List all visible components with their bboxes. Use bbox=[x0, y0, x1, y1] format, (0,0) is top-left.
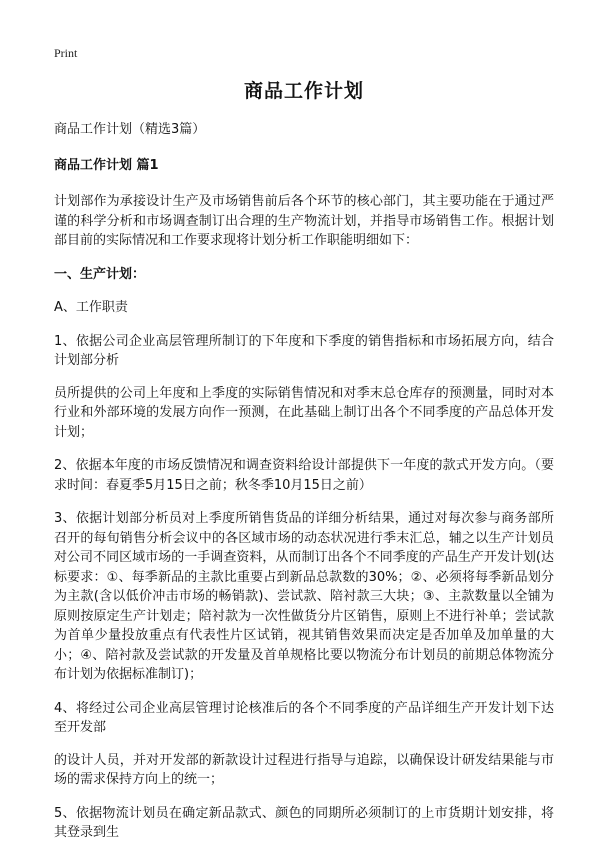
paragraph-item-5: 5、依据物流计划员在确定新品款式、颜色的同期所必须制订的上市货期计划安排，将其登录到生 bbox=[54, 805, 554, 840]
page-title: 商品工作计划 bbox=[243, 80, 364, 102]
paragraph-item-4: 4、将经过公司企业高层管理讨论核准后的各个不同季度的产品详细生产开发计划下达至开发部 bbox=[54, 700, 554, 735]
paragraph-item-2: 2、依据本年度的市场反馈情况和调查资料给设计部提供下一年度的款式开发方向。（要求时间：春夏季5月15日之前；秋冬季10月15日之前） bbox=[54, 458, 554, 493]
paragraph-intro: 计划部作为承接设计生产及市场销售前后各个环节的核心部门，其主要功能在于通过严谨的科学分析和市场调查制订出合理的生产物流计划，并指导市场销售工作。根据计划部目前的实际情况和工作要求现将计划分析工作职能明细如下： bbox=[54, 194, 554, 248]
heading-production-plan: 一、生产计划： bbox=[54, 266, 146, 282]
section-title: 商品工作计划 篇1 bbox=[54, 158, 159, 173]
paragraph-item-4-continued: 的设计人员，并对开发部的新款设计过程进行指导与追踪，以确保设计研发结果能与市场的需求保持方向上的统一； bbox=[54, 752, 554, 787]
paragraph-item-3: 3、依据计划部分析员对上季度所销售货品的详细分析结果，通过对每次参与商务部所召开的每旬销售分析会议中的各区域市场的动态状况进行季末汇总，辅之以生产计划员对公司不同区域市场的一手调查资料，从而制订出各个不同季度的产品生产开发计划(达标要求：①、每季新品的主款比重要占到新品总款数的30%；②、必须将每季新品划分为主款(含以低价冲击市场的畅销款)、尝试款、陪衬款三大块；③、主款数量以全铺为原则按原定生产计划走；陪衬款为一次性做货分片区销售，原则上不进行补单；尝试款为首单少量投放重点有代表性片区试销，视其销售效果而决定是否加单及加单量的大小；④、陪衬款及尝试款的开发量及首单规格比要以物流分布计划员的前期总体物流分布计划为依据标准制订)； bbox=[54, 511, 554, 682]
document-subtitle: 商品工作计划（精选3篇） bbox=[54, 122, 206, 137]
print-link[interactable]: Print bbox=[54, 46, 78, 60]
document-body bbox=[54, 78, 554, 857]
paragraph-item-1: 1、依据公司企业高层管理所制订的下年度和下季度的销售指标和市场拓展方向，结合计划部分析 bbox=[54, 333, 554, 368]
heading-job-duties: A、工作职责 bbox=[54, 300, 128, 315]
paragraph-item-1-continued: 员所提供的公司上年度和上季度的实际销售情况和对季末总仓库存的预测量，同时对本行业和外部环境的发展方向作一预测，在此基础上制订出各个不同季度的产品总体开发计划； bbox=[54, 385, 554, 440]
